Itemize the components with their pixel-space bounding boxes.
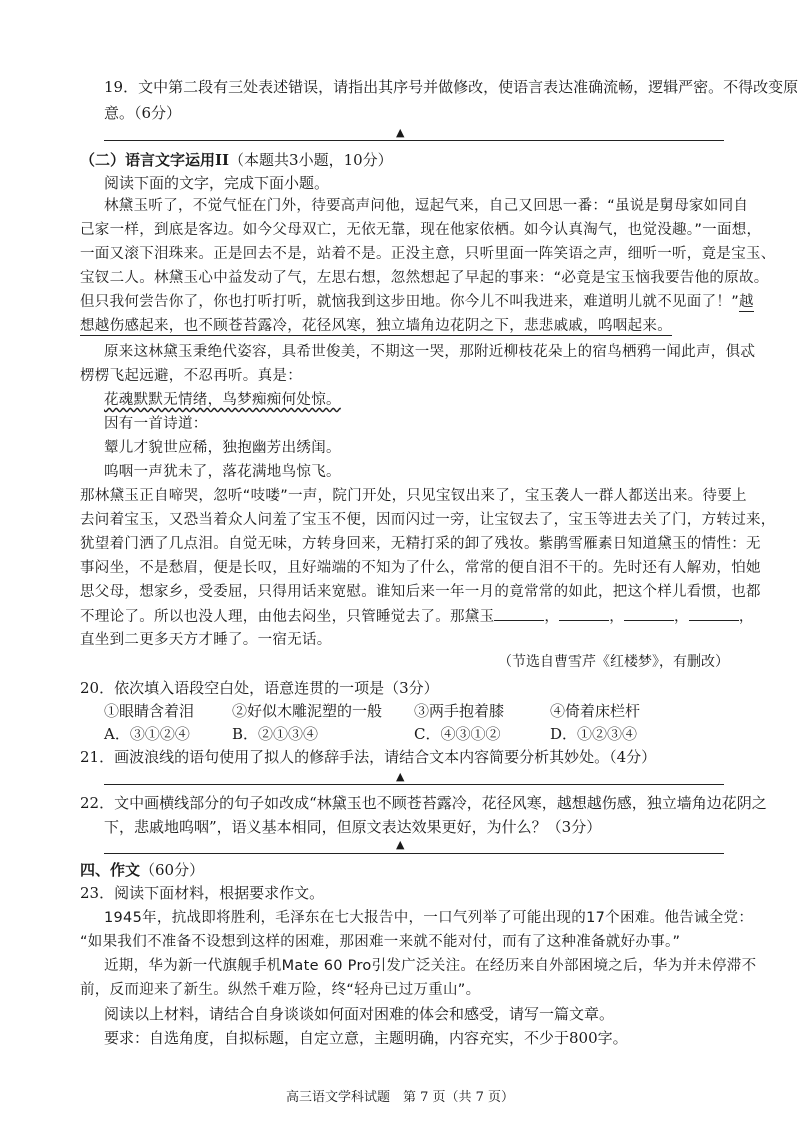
q20-option: ①眼睛含着泪: [104, 702, 195, 720]
q22-stem-cont: 下，悲戚地呜咽”，语义基本相同，但原文表达效果更好，为什么？（3分）: [104, 818, 602, 836]
material-line: 前，反而迎来了新生。纵然千难万险，终“轻舟已过万重山”。: [80, 982, 481, 998]
poem-intro: 因有一首诗道：: [104, 416, 208, 432]
q20-choice-b[interactable]: B．②①③④: [232, 725, 319, 743]
poem-line: 呜咽一声犹未了，落花满地鸟惊飞。: [104, 464, 341, 480]
section-heading: [80, 150, 393, 170]
comma: ，: [544, 609, 560, 625]
section4-title: 四、作文: [80, 861, 141, 879]
q23-requirements: 要求：自选角度，自拟标题，自定立意，主题明确，内容充实，不少于800字。: [104, 1029, 628, 1047]
passage-line: 去问着宝玉，又恐当着众人问羞了宝玉不便，因而闪过一旁，让宝钗去了，宝玉等进去关了门，方转过来，: [80, 512, 776, 528]
passage-line: [104, 390, 341, 410]
material-line: 近期，华为新一代旗舰手机Mate 60 Pro引发广泛关注。在经历来自外部困境之后，华为并未停滞不: [104, 958, 757, 974]
passage-line: 思父母，想家乡，受委屈，只得用话来宽慰。谁知后来一年一月的竟常常的如此，把这个样儿看惯，也都: [80, 584, 761, 600]
section-note: （本题共3小题，10分）: [229, 151, 393, 169]
material-line: 1945年，抗战即将胜利，毛泽东在七大报告中，一口气列举了可能出现的17个困难。他告诫全党：: [104, 910, 754, 926]
q20-choice-d[interactable]: D．①②③④: [550, 725, 638, 743]
answer-line: [104, 853, 724, 854]
q20-choice-a[interactable]: A．③①②④: [104, 725, 190, 743]
q20-choice-c[interactable]: C．④③①②: [414, 725, 501, 743]
q20-option: ②好似木雕泥塑的一般: [232, 702, 383, 720]
underlined-text: 想越伤感起来，也不顾苍苔露冷，花径风寒，独立墙角边花阴之下，悲悲戚戚，呜咽起来。: [80, 318, 672, 334]
comma: ，: [738, 609, 754, 625]
material-line: “如果我们不准备不设想到这样的困难，那困难一来就不能对付，而有了这种准备就好办事。”: [80, 934, 681, 950]
passage-line: 宝钗二人。林黛玉心中益发动了气，左思右想，忽然想起了早起的事来：“必竟是宝玉恼我要告他的原故。: [80, 270, 769, 286]
passage-line: 林黛玉听了，不觉气怔在门外，待要高声问他，逗起气来，自己又回思一番：“虽说是舅母家如同自: [104, 198, 749, 214]
comma: ，: [609, 609, 625, 625]
q23-stem: 23．阅读下面材料，根据要求作文。: [80, 884, 325, 902]
fill-blank[interactable]: [689, 606, 739, 621]
q22-stem: 22．文中画横线部分的句子如改成“林黛玉也不顾苍苔露冷，花径风寒，越想越伤感，独立墙角边花阴之: [80, 794, 767, 812]
passage-line: 那林黛玉正自啼哭，忽听“吱喽”一声，院门开处，只见宝钗出来了，宝玉袭人一群人都送出来。待要上: [80, 488, 747, 504]
passage-line: [80, 316, 672, 336]
passage-line: 原来这林黛玉秉绝代姿容，具希世俊美，不期这一哭，那附近柳枝花朵上的宿鸟栖鸦一闻此声，俱忒: [104, 344, 756, 360]
fill-blank[interactable]: [494, 606, 544, 621]
poem-line: 颦儿才貌世应稀，独抱幽芳出绣闺。: [104, 440, 341, 456]
source-citation: （节选自曹雪芹《红楼梦》，有删改）: [498, 654, 729, 670]
answer-line: [104, 140, 724, 141]
answer-line: [104, 784, 724, 785]
passage-line: 己家一样，到底是客边。如今父母双亡，无依无靠，现在他家依栖。如今认真淘气，也觉没趣。”一面想，: [80, 222, 762, 238]
underlined-text: 越: [739, 294, 754, 310]
wavy-underlined-text: 花魂默默无情绪，鸟梦痴痴何处惊。: [104, 392, 341, 408]
q20-option: ④倚着床栏杆: [550, 702, 641, 720]
passage-line: [80, 606, 754, 627]
passage-line: 直坐到二更多天方才睡了。一宿无话。: [80, 632, 332, 648]
passage-line: 一面又滚下泪珠来。正是回去不是，站着不是。正没主意，只听里面一阵笑语之声，细听一听，竟是宝玉、: [80, 246, 776, 262]
answer-marker: ▲: [396, 126, 405, 139]
instruction: 阅读下面的文字，完成下面小题。: [104, 174, 330, 192]
q21-stem: 21．画波浪线的语句使用了拟人的修辞手法，请结合文本内容简要分析其妙处。（4分）: [80, 748, 657, 766]
passage-line: 楞楞飞起远避，不忍再听。真是：: [80, 368, 302, 384]
passage-line: 犹望着门洒了几点泪。自觉无味，方转身回来，无精打采的卸了残妆。紫鹃雪雁素日知道黛玉的情性：无: [80, 536, 761, 552]
passage-text: 不理论了。所以也没人理，由他去闷坐，只管睡觉去了。那黛玉: [80, 609, 495, 625]
section-title: （二）语言文字运用II: [80, 151, 230, 169]
fill-blank[interactable]: [624, 606, 674, 621]
passage-text: 但只我何尝告你了，你也打听打听，就恼我到这步田地。你今儿不叫我进来，难道明儿就不见面了！”: [80, 294, 740, 310]
q23-task: 阅读以上材料，请结合自身谈谈如何面对困难的体会和感受，请写一篇文章。: [104, 1005, 615, 1023]
q20-stem: 20．依次填入语段空白处，语意连贯的一项是（3分）: [80, 679, 439, 697]
answer-marker: ▲: [396, 770, 405, 783]
comma: ，: [674, 609, 689, 625]
section4-score: （60分）: [140, 861, 205, 879]
passage-line: [80, 292, 754, 312]
q19-stem: 19．文中第二段有三处表述错误，请指出其序号并做修改，使语言表达准确流畅，逻辑严密。不得改变原: [104, 78, 799, 96]
answer-marker: ▲: [396, 838, 405, 851]
q19-stem-cont: 意。（6分）: [104, 104, 182, 122]
fill-blank[interactable]: [559, 606, 609, 621]
passage-line: 事闷坐，不是愁眉，便是长叹，且好端端的不知为了什么，常常的便自泪不干的。先时还有人解劝，怕她: [80, 560, 761, 576]
section4-heading: [80, 860, 204, 880]
q20-option: ③两手抱着膝: [414, 702, 505, 720]
page-footer: 高三语文学科试题 第 7 页（共 7 页）: [285, 1090, 515, 1105]
